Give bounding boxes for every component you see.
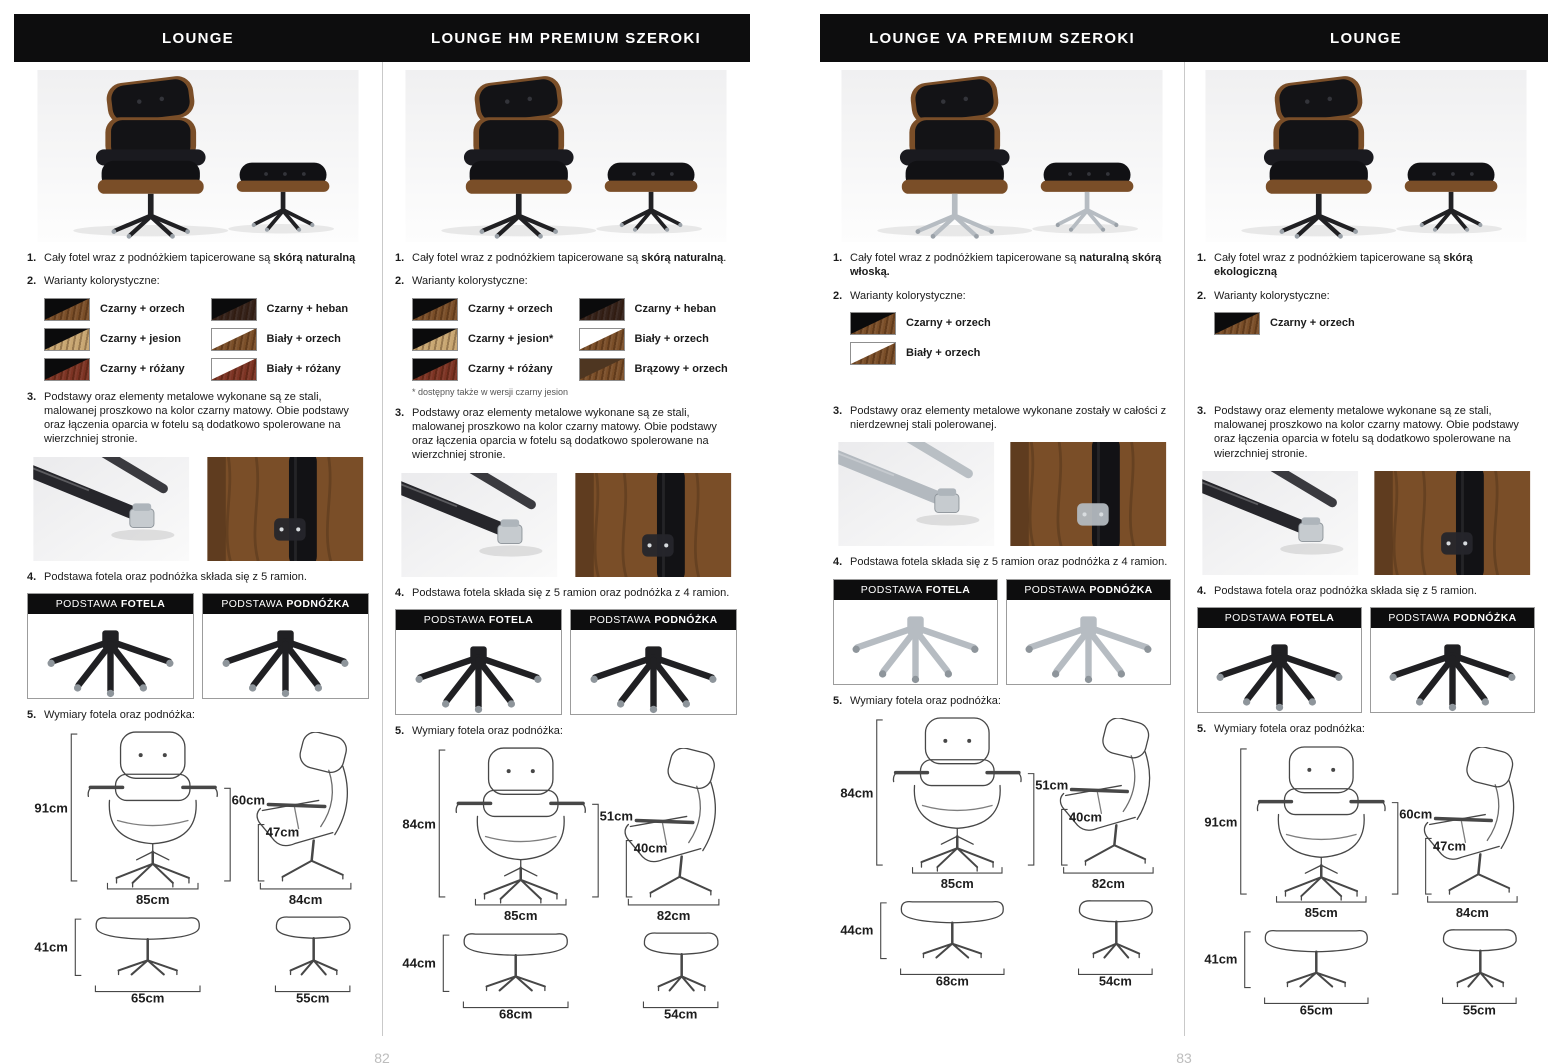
- base-title-prefix: PODSTAWA: [589, 614, 652, 627]
- product-photo: [1197, 70, 1535, 242]
- spec-item-5: [833, 694, 1171, 708]
- item-text: Warianty kolorystyczne:: [850, 289, 966, 302]
- item-text: [850, 251, 1171, 280]
- color-swatch-label: Czarny + orzech: [468, 303, 553, 316]
- base-card-title: [28, 594, 193, 614]
- dimension-labels: [840, 778, 1131, 987]
- detail-photos: [27, 457, 369, 561]
- spec-item-3: [1197, 404, 1535, 461]
- item-number: 1.: [1197, 252, 1207, 264]
- base-star-illustration: [396, 630, 561, 714]
- product-column: [27, 70, 369, 1004]
- detail-photos: [1197, 471, 1535, 575]
- column-lounge: [14, 62, 382, 1036]
- base-title-bold: FOTELA: [1289, 612, 1335, 625]
- base-title-bold: PODNÓŻKA: [1453, 612, 1517, 625]
- base-cards: [27, 593, 369, 699]
- color-chip: [850, 342, 896, 365]
- item-text: Podstawy oraz elementy metalowe wykonane są ze stali, malowanej proszkowo na kolor czarny matowy. Obie podstawy oraz łączenia oparcia w fotelu są dodatkowo spolerowane na wierzchniej stronie.: [44, 390, 349, 446]
- item-number: 5.: [27, 709, 37, 722]
- spec-item-3: [833, 404, 1171, 433]
- product-title: LOUNGE: [1330, 29, 1402, 47]
- item-number: 4.: [833, 556, 843, 569]
- color-swatch-label: Czarny + jesion*: [468, 333, 554, 346]
- page-83: [820, 14, 1548, 1064]
- page-body: [14, 62, 750, 1036]
- spec-item-4: [1197, 584, 1535, 598]
- color-swatch: [579, 298, 738, 321]
- base-title-bold: FOTELA: [120, 598, 166, 611]
- dim-label-ottoman-height: 41cm: [34, 939, 68, 955]
- base-cards: [833, 579, 1171, 685]
- color-swatch-label: Biały + orzech: [906, 347, 981, 360]
- dimensions-diagram: [27, 726, 369, 1004]
- item-number: 2.: [833, 289, 843, 302]
- spec-item-5: [27, 708, 369, 722]
- spec-item-4: [27, 570, 369, 584]
- color-swatch-label: Biały + różany: [266, 363, 341, 376]
- dim-label-ottoman-depth: 55cm: [295, 990, 330, 1004]
- product-title: LOUNGE: [162, 29, 234, 47]
- color-chip: [579, 358, 625, 381]
- color-swatch-label: Biały + orzech: [634, 333, 709, 346]
- dim-label-ottoman-width: 65cm: [1299, 1002, 1333, 1016]
- item-number: 1.: [27, 252, 37, 264]
- spec-item-2: [1197, 289, 1535, 303]
- base-title-bold: FOTELA: [488, 614, 534, 627]
- chair-photo-illustration: [395, 70, 737, 242]
- base-card-chair: [1197, 607, 1362, 713]
- base-star-illustration: [1371, 628, 1534, 712]
- color-chip: [1214, 312, 1260, 335]
- base-star-illustration: [834, 600, 997, 684]
- dim-label-arm-height: 51cm: [599, 808, 634, 824]
- spec-item-1: [27, 251, 369, 265]
- base-card-title: [834, 580, 997, 600]
- product-column: [1197, 70, 1535, 1015]
- page-header-bar: [14, 14, 750, 62]
- base-title-prefix: PODSTAWA: [221, 598, 284, 611]
- dim-label-height: 91cm: [1204, 814, 1238, 830]
- dimension-labels: [1204, 806, 1495, 1015]
- item-number: 3.: [1197, 404, 1207, 417]
- product-title: LOUNGE HM PREMIUM SZEROKI: [430, 29, 701, 47]
- page-number: 83: [1176, 1050, 1192, 1064]
- base-star-illustration: [1007, 600, 1170, 684]
- product-photo: [27, 70, 369, 242]
- swatch-footnote: * dostępny także w wersji czarny jesion: [412, 386, 569, 397]
- color-swatch: [44, 358, 203, 381]
- dim-label-arm-height: 60cm: [231, 792, 266, 808]
- color-chip: [44, 358, 90, 381]
- detail-photos: [395, 473, 737, 577]
- detail-photo-base-arm: [833, 442, 1000, 546]
- column-lounge-eco: [1184, 62, 1548, 1036]
- item-number: 2.: [27, 275, 37, 288]
- spec-item-5: [395, 724, 737, 738]
- item1-bold-text: skórą ekologiczną: [1214, 252, 1473, 279]
- spec-item-4: [833, 555, 1171, 569]
- color-swatch: [1214, 312, 1535, 335]
- spec-item-3: [27, 390, 369, 447]
- dim-label-depth: 82cm: [1091, 876, 1125, 892]
- item-text: Podstawa fotela oraz podnóżka składa się z 5 ramion.: [1214, 585, 1477, 598]
- base-card-ottoman: [1006, 579, 1171, 685]
- item-number: 5.: [833, 694, 843, 707]
- spec-item-2: [27, 274, 369, 288]
- color-swatch: [211, 298, 370, 321]
- color-swatch-label: Brązowy + orzech: [634, 363, 728, 376]
- product-title: LOUNGE VA PREMIUM SZEROKI: [869, 29, 1135, 47]
- chair-photo-illustration: [1197, 70, 1535, 242]
- color-swatch: [211, 358, 370, 381]
- dim-label-ottoman-width: 68cm: [498, 1006, 533, 1020]
- base-card-chair: [833, 579, 998, 685]
- item-text: Warianty kolorystyczne:: [412, 275, 528, 288]
- item1-text: Cały fotel wraz z podnóżkiem tapicerowane są: [1214, 252, 1441, 264]
- item1-bold-text: naturalną skórą włoską.: [850, 252, 1162, 279]
- base-card-title: [1198, 608, 1361, 628]
- dim-label-depth: 84cm: [1455, 904, 1489, 920]
- item-number: 4.: [1197, 585, 1207, 598]
- spec-item-1: [395, 251, 737, 265]
- item-number: 3.: [395, 406, 405, 419]
- spec-item-2: [395, 274, 737, 288]
- item1-suffix: .: [723, 252, 727, 264]
- page-body: [820, 62, 1548, 1036]
- color-swatch: [579, 358, 738, 381]
- page-82: [14, 14, 750, 1064]
- color-swatch-label: Czarny + heban: [266, 303, 349, 316]
- color-swatch-label: Czarny + orzech: [100, 303, 185, 316]
- color-swatch-label: Czarny + heban: [634, 303, 717, 316]
- color-chip: [412, 328, 458, 351]
- color-swatch-label: Biały + orzech: [266, 333, 341, 346]
- base-title-prefix: PODSTAWA: [1224, 612, 1287, 625]
- item-text: Podstawa fotela oraz podnóżka składa się z 5 ramion.: [44, 570, 307, 583]
- color-swatch-grid: [1214, 312, 1535, 395]
- base-title-bold: PODNÓŻKA: [286, 598, 350, 611]
- base-card-chair: [27, 593, 194, 699]
- color-chip: [579, 298, 625, 321]
- chair-photo-illustration: [27, 70, 369, 242]
- base-star-illustration: [1198, 628, 1361, 712]
- dim-label-ottoman-width: 68cm: [935, 973, 969, 987]
- color-chip: [850, 312, 896, 335]
- base-title-bold: PODNÓŻKA: [654, 614, 718, 627]
- item-number: 3.: [27, 390, 37, 403]
- dim-label-arm-height: 51cm: [1035, 777, 1069, 793]
- item-number: 2.: [1197, 289, 1207, 302]
- base-title-bold: FOTELA: [925, 583, 971, 596]
- color-swatch-grid: [44, 298, 369, 381]
- color-swatch: [44, 328, 203, 351]
- detail-photo-base-arm: [395, 473, 564, 577]
- detail-photo-base-arm: [1197, 471, 1364, 575]
- item-text: Podstawy oraz elementy metalowe wykonane są ze stali, malowanej proszkowo na kolor czarny matowy. Obie podstawy oraz łączenia oparcia w fotelu są dodatkowo spolerowane na wierzchniej stronie.: [1214, 404, 1519, 460]
- color-swatch: [850, 312, 1171, 335]
- item1-bold-text: skórą naturalną: [641, 252, 724, 264]
- base-card-title: [396, 610, 561, 630]
- color-chip: [412, 298, 458, 321]
- spec-item-4: [395, 586, 737, 600]
- dim-label-height: 84cm: [402, 816, 436, 832]
- dimensions-diagram: [395, 742, 737, 1020]
- page-number: 82: [374, 1050, 390, 1064]
- color-swatch: [44, 298, 203, 321]
- color-swatch: [211, 328, 370, 351]
- item-number: 1.: [395, 252, 405, 264]
- color-swatch-label: Czarny + różany: [468, 363, 553, 376]
- chair-photo-illustration: [833, 70, 1171, 242]
- color-chip: [211, 328, 257, 351]
- detail-photo-base-arm: [27, 457, 196, 561]
- dim-label-width: 85cm: [504, 908, 538, 924]
- color-chip: [211, 358, 257, 381]
- base-title-prefix: PODSTAWA: [423, 614, 486, 627]
- item-text: Wymiary fotela oraz podnóżka:: [412, 725, 563, 738]
- base-title-bold: PODNÓŻKA: [1089, 583, 1153, 596]
- product-column: [395, 70, 737, 1020]
- color-chip: [579, 328, 625, 351]
- dim-label-seat-height: 40cm: [633, 841, 668, 857]
- item1-text: Cały fotel wraz z podnóżkiem tapicerowane są: [44, 252, 271, 264]
- product-photo: [833, 70, 1171, 242]
- dimensions-diagram: [1197, 741, 1535, 1015]
- detail-photo-wood-shell: [1005, 442, 1172, 546]
- item1-text: Cały fotel wraz z podnóżkiem tapicerowane są: [412, 252, 639, 264]
- dim-label-height: 84cm: [840, 785, 874, 801]
- item-number: 1.: [833, 252, 843, 264]
- dim-label-seat-height: 47cm: [1432, 838, 1467, 854]
- item-text: Warianty kolorystyczne:: [44, 275, 160, 288]
- item-number: 2.: [395, 275, 405, 288]
- item-number: 4.: [27, 570, 37, 583]
- base-cards: [1197, 607, 1535, 713]
- dim-label-width: 85cm: [136, 892, 170, 908]
- color-swatch: [412, 358, 571, 381]
- color-swatch-label: Czarny + jesion: [100, 333, 182, 346]
- item-text: [1214, 251, 1535, 280]
- base-card-title: [1371, 608, 1534, 628]
- dim-label-ottoman-depth: 55cm: [1462, 1002, 1496, 1016]
- spec-item-5: [1197, 722, 1535, 736]
- dim-label-seat-height: 47cm: [265, 825, 300, 841]
- base-card-title: [571, 610, 736, 630]
- color-swatch: [579, 328, 738, 351]
- base-title-prefix: PODSTAWA: [1024, 583, 1087, 596]
- item-text: [44, 251, 369, 265]
- item-text: Wymiary fotela oraz podnóżka:: [44, 709, 195, 722]
- color-swatch-grid: [850, 312, 1171, 395]
- dim-label-ottoman-depth: 54cm: [1098, 973, 1132, 987]
- base-card-title: [203, 594, 368, 614]
- color-swatch-label: Czarny + różany: [100, 363, 185, 376]
- product-photo: [395, 70, 737, 242]
- dim-label-depth: 82cm: [656, 908, 691, 924]
- color-swatch: [412, 298, 571, 321]
- dim-label-seat-height: 40cm: [1068, 809, 1103, 825]
- base-card-ottoman: [202, 593, 369, 699]
- dim-label-ottoman-depth: 54cm: [663, 1006, 698, 1020]
- color-swatch-grid: [412, 298, 737, 381]
- dim-label-ottoman-height: 41cm: [1204, 951, 1238, 967]
- item-text: [412, 251, 737, 265]
- color-swatch-label: Czarny + orzech: [906, 317, 991, 330]
- base-title-prefix: PODSTAWA: [55, 598, 118, 611]
- dim-label-ottoman-height: 44cm: [840, 922, 874, 938]
- dim-label-ottoman-height: 44cm: [402, 955, 436, 971]
- dim-label-width: 85cm: [940, 876, 974, 892]
- color-swatch-label: Czarny + orzech: [1270, 317, 1355, 330]
- color-chip: [412, 358, 458, 381]
- base-card-ottoman: [570, 609, 737, 715]
- item-number: 3.: [833, 404, 843, 417]
- color-chip: [211, 298, 257, 321]
- detail-photos: [833, 442, 1171, 546]
- base-title-prefix: PODSTAWA: [1388, 612, 1451, 625]
- base-card-chair: [395, 609, 562, 715]
- spec-item-2: [833, 289, 1171, 303]
- detail-photo-wood-shell: [1369, 471, 1536, 575]
- item1-text: Cały fotel wraz z podnóżkiem tapicerowane są: [850, 252, 1077, 264]
- base-card-ottoman: [1370, 607, 1535, 713]
- color-chip: [44, 328, 90, 351]
- base-cards: [395, 609, 737, 715]
- item-text: Wymiary fotela oraz podnóżka:: [1214, 723, 1365, 736]
- item-text: Podstawa fotela składa się z 5 ramion oraz podnóżka z 4 ramion.: [850, 556, 1168, 569]
- item-number: 4.: [395, 586, 405, 599]
- item-number: 5.: [395, 725, 405, 738]
- dim-label-ottoman-width: 65cm: [130, 990, 165, 1004]
- item-number: 5.: [1197, 723, 1207, 736]
- dimension-labels: [402, 809, 697, 1020]
- dim-label-depth: 84cm: [288, 892, 323, 908]
- dimension-labels: [34, 793, 329, 1004]
- base-card-title: [1007, 580, 1170, 600]
- color-swatch: [850, 342, 1171, 365]
- column-lounge-va-premium-szeroki: [820, 62, 1184, 1036]
- item-text: Podstawy oraz elementy metalowe wykonane są ze stali, malowanej proszkowo na kolor czarny matowy. Obie podstawy oraz łączenia oparcia w fotelu są dodatkowo spolerowane na wierzchniej stronie.: [412, 406, 717, 462]
- spec-item-3: [395, 406, 737, 463]
- base-star-illustration: [203, 614, 368, 698]
- base-star-illustration: [571, 630, 736, 714]
- color-swatch: [412, 328, 571, 351]
- detail-photo-wood-shell: [569, 473, 738, 577]
- dim-label-arm-height: 60cm: [1399, 806, 1433, 822]
- product-column: [833, 70, 1171, 986]
- base-title-prefix: PODSTAWA: [860, 583, 923, 596]
- item-text: Wymiary fotela oraz podnóżka:: [850, 694, 1001, 707]
- spec-item-1: [833, 251, 1171, 280]
- color-chip: [44, 298, 90, 321]
- item-text: Warianty kolorystyczne:: [1214, 289, 1330, 302]
- item-text: Podstawy oraz elementy metalowe wykonane zostały w całości z nierdzewnej stali polerowanej.: [850, 404, 1167, 432]
- base-star-illustration: [28, 614, 193, 698]
- dim-label-height: 91cm: [34, 800, 68, 816]
- spec-item-1: [1197, 251, 1535, 280]
- item-text: Podstawa fotela składa się z 5 ramion oraz podnóżka z 4 ramion.: [412, 586, 730, 599]
- dim-label-width: 85cm: [1304, 904, 1338, 920]
- dimensions-diagram: [833, 712, 1171, 986]
- item1-bold-text: skórą naturalną: [273, 252, 356, 264]
- column-lounge-hm-premium-szeroki: [382, 62, 750, 1036]
- detail-photo-wood-shell: [201, 457, 370, 561]
- page-header-bar: [820, 14, 1548, 62]
